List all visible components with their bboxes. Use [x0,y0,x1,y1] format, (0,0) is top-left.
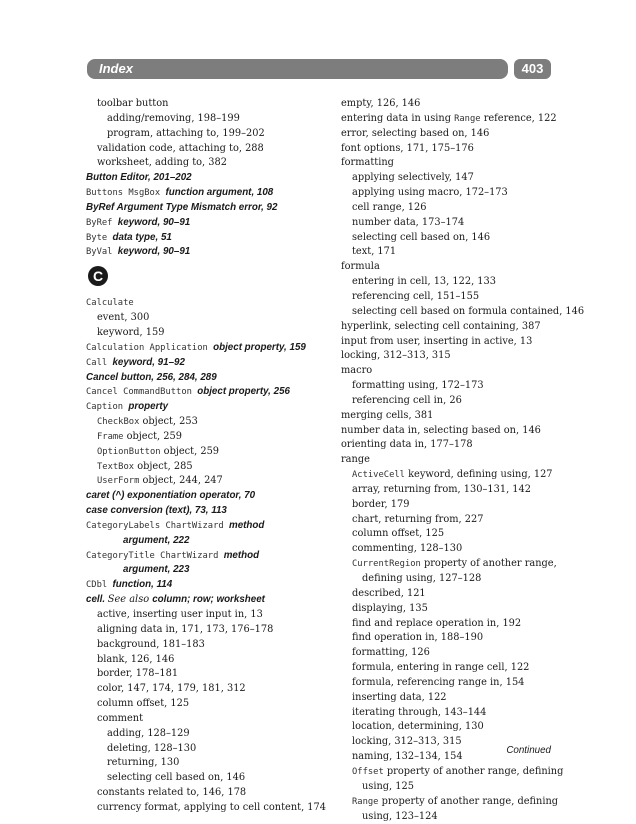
index-entry-text: Range [454,114,480,124]
index-entry [86,400,346,415]
index-column-right [341,97,601,824]
index-entry [86,504,346,519]
index-entry [341,335,601,350]
index-entry-text: using, 125 [362,781,414,792]
index-entry [341,735,601,750]
index-entry-text: property of another range, defining [378,796,558,807]
index-entry-text: returning, 130 [107,757,179,768]
index-entry [86,112,346,127]
index-entry [86,653,346,668]
index-entry-text: keyword, 91–92 [112,357,184,368]
index-entry [341,379,601,394]
index-entry-text: entering data in using [341,113,454,124]
index-entry-text: See also [108,594,152,605]
index-entry-text: Cancel button, 256, 284, 289 [86,372,217,383]
index-entry [341,602,601,617]
index-entry-text: validation code, attaching to, 288 [97,143,264,154]
index-entry-text: argument, 223 [123,564,189,575]
index-entry [86,231,346,246]
index-entry [86,341,346,356]
index-entry-text: applying selectively, 147 [352,172,474,183]
index-entry [86,311,346,326]
index-entry-text: adding/removing, 198–199 [107,113,240,124]
index-entry-text: reference, 122 [481,113,557,124]
section-heading [86,260,346,296]
index-entry-text: selecting cell based on formula contained, 146 [352,306,584,317]
index-entry [341,572,601,587]
index-entry-text: method [224,550,259,561]
index-entry [86,415,346,430]
index-entry-text: formula [341,261,380,272]
index-entry-text: locking, 312–313, 315 [341,350,451,361]
index-entry [86,127,346,142]
index-entry [86,578,346,593]
index-entry [341,617,601,632]
index-entry [341,171,601,186]
index-entry [341,201,601,216]
index-entry [341,527,601,542]
index-entry [341,453,601,468]
index-entry-text: column offset, 125 [352,528,444,539]
page-number: 403 [514,59,551,79]
index-entry [341,186,601,201]
index-entry-text: locking, 312–313, 315 [352,736,462,747]
index-entry-text: Range [352,797,378,807]
index-entry-text: number data in, selecting based on, 146 [341,425,541,436]
index-entry-text: object, 253 [139,416,197,427]
index-entry [341,646,601,661]
index-entry [86,186,346,201]
index-entry-text: find operation in, 188–190 [352,632,483,643]
index-entry [341,260,601,275]
index-entry-text: object, 259 [161,446,219,457]
index-entry-text: formula, referencing range in, 154 [352,677,524,688]
index-entry-text: CDbl [86,580,112,590]
index-entry-text: empty, 126, 146 [341,98,420,109]
index-entry-text: keyword, 90–91 [118,217,190,228]
section-letter: C [88,266,108,286]
index-entry-text: number data, 173–174 [352,217,464,228]
index-entry [341,676,601,691]
index-entry [86,142,346,157]
index-entry-text: caret (^) exponentiation operator, 70 [86,490,255,501]
index-entry-text: border, 178–181 [97,668,178,679]
index-entry-text: defining using, 127–128 [362,573,481,584]
index-entry-text: formula, entering in range cell, 122 [352,662,529,673]
index-entry-text: border, 179 [352,499,409,510]
index-entry [341,720,601,735]
index-entry-text: applying using macro, 172–173 [352,187,508,198]
index-entry-text: function, 114 [112,579,172,590]
index-entry-text: aligning data in, 171, 173, 176–178 [97,624,273,635]
index-entry-text: error, selecting based on, 146 [341,128,489,139]
index-entry [341,97,601,112]
index-entry-text: inserting data, 122 [352,692,447,703]
index-entry-text: active, inserting user input in, 13 [97,609,263,620]
index-entry-text: find and replace operation in, 192 [352,618,521,629]
index-entry-text: ActiveCell [352,470,405,480]
index-entry-text: property of another range, [421,558,557,569]
index-entry [341,438,601,453]
index-entry-text: comment [97,713,143,724]
index-entry [86,593,346,608]
index-entry [86,608,346,623]
index-entry [86,371,346,386]
index-entry-text: Calculate [86,298,134,308]
index-entry-text: Button Editor, 201–202 [86,172,192,183]
index-entry [86,697,346,712]
index-entry-text: macro [341,365,372,376]
index-entry [341,216,601,231]
index-entry-text: array, returning from, 130–131, 142 [352,484,531,495]
index-entry [86,623,346,638]
index-entry [341,245,601,260]
index-entry [86,460,346,475]
index-entry [341,127,601,142]
index-entry [341,394,601,409]
index-entry [341,631,601,646]
index-entry [341,290,601,305]
index-entry-text: formatting, 126 [352,647,430,658]
index-entry-text: formatting using, 172–173 [352,380,484,391]
index-entry [341,483,601,498]
index-entry-text: Caption [86,402,128,412]
index-entry-text: data type, 51 [112,232,171,243]
index-entry-text: keyword, defining using, 127 [405,469,553,480]
index-entry [341,691,601,706]
index-entry [86,296,346,311]
index-entry [341,780,601,795]
index-entry-text: formatting [341,157,394,168]
continued-note: Continued [506,745,551,756]
index-entry-text: Calculation Application [86,343,213,353]
index-entry [341,557,601,572]
index-entry [86,638,346,653]
index-entry-text: color, 147, 174, 179, 181, 312 [97,683,246,694]
index-entry-text: CategoryLabels ChartWizard [86,521,229,531]
index-entry-text: OptionButton [97,447,161,457]
index-entry-text: property [128,401,168,412]
index-entry-text: chart, returning from, 227 [352,514,483,525]
index-entry [86,356,346,371]
index-entry-text: Buttons MsgBox [86,188,165,198]
index-entry-text: font options, 171, 175–176 [341,143,474,154]
index-entry-text: text, 171 [352,246,396,257]
index-entry [341,750,601,765]
index-entry-text: range [341,454,370,465]
index-entry [86,474,346,489]
index-entry-text: naming, 132–134, 154 [352,751,463,762]
index-entry [341,320,601,335]
index-entry [341,513,601,528]
index-entry-text: object property, 256 [197,386,290,397]
index-entry [341,765,601,780]
index-entry-text: referencing cell, 151–155 [352,291,479,302]
index-entry [341,305,601,320]
index-entry [86,756,346,771]
index-entry [86,216,346,231]
index-entry [86,385,346,400]
index-entry [341,706,601,721]
header-title: Index [99,60,133,78]
index-entry [86,771,346,786]
index-entry-text: orienting data in, 177–178 [341,439,473,450]
index-entry [86,326,346,341]
index-entry-text: Offset [352,767,384,777]
index-entry [341,468,601,483]
index-entry-text: described, 121 [352,588,426,599]
index-entry [341,498,601,513]
index-entry-text: worksheet, adding to, 382 [97,157,227,168]
index-entry-text: Cancel CommandButton [86,387,197,397]
index-entry-text: constants related to, 146, 178 [97,787,246,798]
index-entry-text: ByRef [86,218,118,228]
index-entry-text: UserForm [97,476,139,486]
index-entry-text: object, 285 [134,461,192,472]
index-entry-text: ByRef Argument Type Mismatch error, 92 [86,202,277,213]
index-entry [341,364,601,379]
running-header-bar [87,59,508,79]
index-entry [341,112,601,127]
index-entry-text: selecting cell based on, 146 [107,772,245,783]
index-entry-text: Call [86,358,112,368]
index-entry-text: adding, 128–129 [107,728,190,739]
index-entry-text: location, determining, 130 [352,721,484,732]
index-entry-text: background, 181–183 [97,639,205,650]
index-entry [86,742,346,757]
index-entry-text: blank, 126, 146 [97,654,174,665]
index-entry-text: selecting cell based on, 146 [352,232,490,243]
index-entry-text: cell. [86,594,108,605]
index-entry [86,201,346,216]
index-entry-text: keyword, 90–91 [118,246,190,257]
index-entry [341,231,601,246]
index-entry-text: hyperlink, selecting cell containing, 387 [341,321,541,332]
index-entry-text: column; row; worksheet [152,594,265,605]
index-entry-text: keyword, 159 [97,327,164,338]
index-entry [86,801,346,816]
index-entry [341,409,601,424]
index-entry-text: argument, 222 [123,535,189,546]
index-entry-text: using, 123–124 [362,811,438,822]
index-entry-text: function argument, 108 [165,187,273,198]
index-entry [341,349,601,364]
index-entry-text: currency format, applying to cell content, 174 [97,802,326,813]
index-entry-text: object, 244, 247 [139,475,222,486]
index-entry [86,430,346,445]
index-entry [341,156,601,171]
index-entry-text: cell range, 126 [352,202,427,213]
index-entry-text: input from user, inserting in active, 13 [341,336,532,347]
index-entry-text: Frame [97,432,123,442]
index-entry [86,97,346,112]
index-column-left [86,97,346,816]
index-entry-text: merging cells, 381 [341,410,433,421]
index-entry [341,542,601,557]
index-entry [86,156,346,171]
index-entry [86,549,346,564]
index-entry-text: referencing cell in, 26 [352,395,462,406]
index-entry-text: CheckBox [97,417,139,427]
index-entry-text: CurrentRegion [352,559,421,569]
index-entry [86,445,346,460]
index-entry-text: program, attaching to, 199–202 [107,128,265,139]
index-entry [86,563,346,578]
index-entry [86,727,346,742]
index-entry-text: event, 300 [97,312,149,323]
index-entry-text: entering in cell, 13, 122, 133 [352,276,496,287]
index-entry [341,142,601,157]
index-entry [86,489,346,504]
index-entry-text: object property, 159 [213,342,306,353]
index-entry-text: column offset, 125 [97,698,189,709]
index-entry [341,810,601,824]
index-entry [86,682,346,697]
index-entry-text: case conversion (text), 73, 113 [86,505,227,516]
index-entry-text: Byte [86,233,112,243]
index-entry-text: CategoryTitle ChartWizard [86,551,224,561]
index-entry [86,786,346,801]
index-entry [86,245,346,260]
index-entry [86,667,346,682]
index-entry [86,519,346,534]
index-entry-text: iterating through, 143–144 [352,707,486,718]
index-entry-text: displaying, 135 [352,603,428,614]
index-entry-text: method [229,520,264,531]
index-entry-text: deleting, 128–130 [107,743,196,754]
index-entry-text: property of another range, defining [384,766,564,777]
index-entry-text: toolbar button [97,98,168,109]
index-entry-text: commenting, 128–130 [352,543,462,554]
index-entry [341,661,601,676]
index-entry [86,171,346,186]
index-entry [86,712,346,727]
index-entry [341,587,601,602]
index-entry [341,424,601,439]
index-entry [341,795,601,810]
index-entry-text: ByVal [86,247,118,257]
index-entry [86,534,346,549]
index-entry-text: object, 259 [123,431,181,442]
index-entry [341,275,601,290]
index-entry-text: TextBox [97,462,134,472]
